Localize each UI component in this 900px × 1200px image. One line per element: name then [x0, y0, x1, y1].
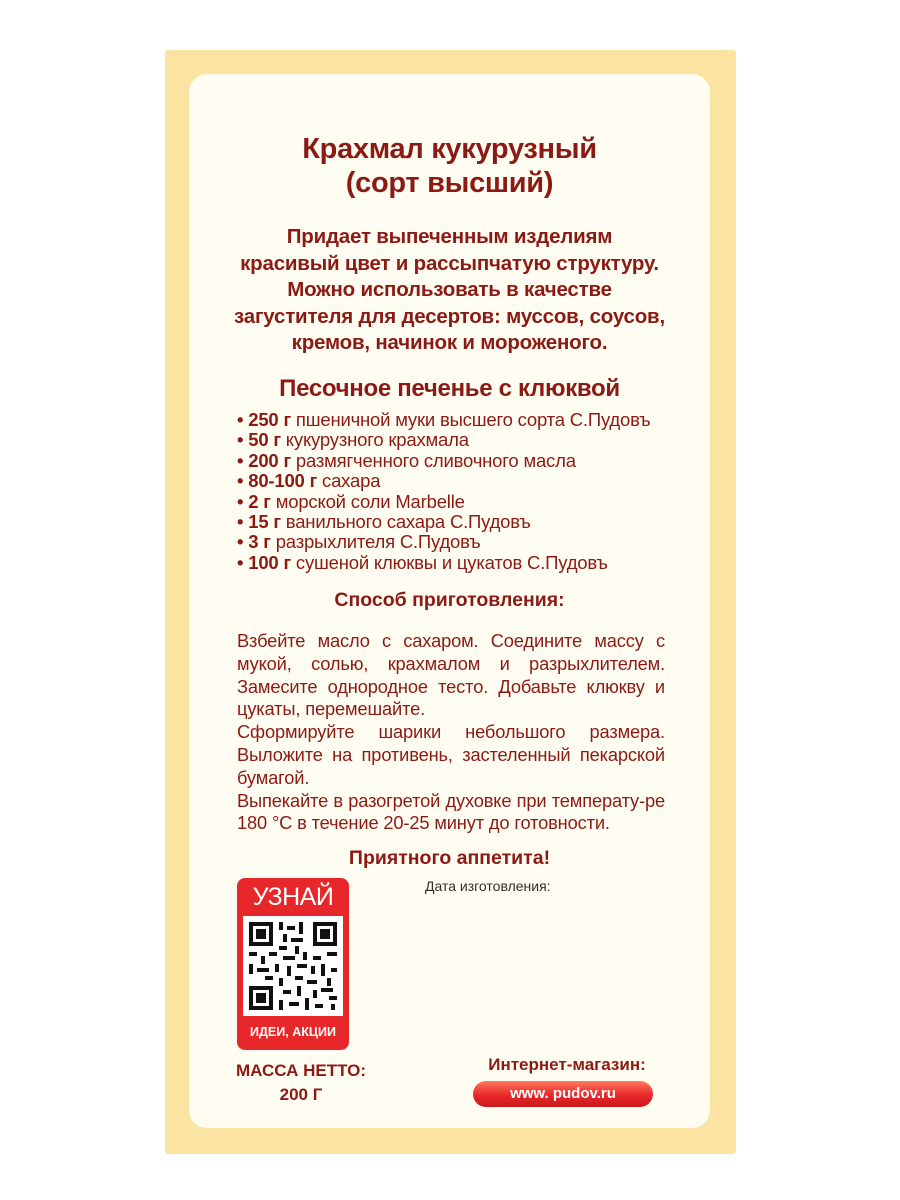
bullet-icon: • [237, 409, 244, 430]
ingredient-text: пшеничной муки высшего сорта С.Пудовъ [290, 409, 651, 430]
shop-url-link[interactable]: www. pudov.ru [473, 1081, 653, 1107]
method-paragraph: Выпекайте в разогретой духовке при температу-ре 180 °С в течение 20-25 минут до готовности. [237, 789, 665, 834]
ingredient-text: морской соли Marbelle [270, 490, 465, 512]
ingredient-qty: 15 г [248, 511, 281, 533]
bullet-icon: • [237, 511, 244, 533]
ingredient-item [237, 430, 707, 450]
ingredient-item [237, 532, 707, 552]
qr-top-text: УЗНАЙ [252, 883, 334, 911]
ingredient-text: кукурузного крахмала [280, 429, 469, 451]
ingredient-item [237, 512, 707, 532]
description-line: красивый цвет и рассыпчатую структуру. [240, 251, 659, 275]
ingredient-item [237, 492, 707, 512]
ingredient-item [237, 471, 707, 491]
product-description [189, 224, 710, 357]
ingredient-item [237, 553, 707, 573]
label-panel [189, 74, 710, 1128]
product-title-line1: Крахмал кукурузный [302, 133, 597, 165]
recipe-title: Песочное печенье с клюквой [279, 375, 620, 402]
qr-code-icon [243, 916, 343, 1016]
qr-bottom-text: ИДЕИ, АКЦИИ [250, 1025, 336, 1039]
production-date-label: Дата изготовления: [425, 878, 551, 894]
bullet-icon: • [237, 429, 244, 451]
ingredient-text: ванильного сахара С.Пудовъ [280, 511, 531, 533]
ingredient-text: сахара [317, 470, 381, 492]
ingredient-item [237, 451, 707, 471]
bullet-icon: • [237, 490, 244, 512]
bullet-icon: • [237, 449, 244, 471]
ingredient-qty: 80-100 г [248, 470, 318, 492]
method-paragraph: Взбейте масло с сахаром. Соедините массу с мукой, солью, крахмалом и разрыхлителем. Замесите однородное тесто. Добавьте клюкву и цукаты, перемешайте. [237, 630, 665, 720]
online-shop-label: Интернет-магазин: [488, 1055, 646, 1074]
net-weight-value: 200 Г [279, 1085, 323, 1104]
description-line: загустителя для десертов: муссов, соусов, [234, 304, 665, 328]
qr-code[interactable] [243, 916, 343, 1016]
product-title-line2: (сорт высший) [345, 167, 554, 199]
package-back [165, 50, 736, 1154]
ingredient-qty: 3 г [248, 531, 271, 553]
ingredient-text: размягченного сливочного масла [290, 449, 576, 471]
closing-text: Приятного аппетита! [348, 847, 551, 869]
net-weight-label: МАССА НЕТТО: [236, 1061, 366, 1080]
description-line: кремов, начинок и мороженого. [291, 331, 608, 354]
ingredient-list [237, 410, 707, 573]
ingredient-text: сушеной клюквы и цукатов С.Пудовъ [290, 551, 608, 573]
method-text [237, 630, 665, 835]
ingredient-qty: 100 г [248, 551, 291, 573]
bullet-icon: • [237, 551, 244, 573]
bullet-icon: • [237, 531, 244, 553]
ingredient-text: разрыхлителя С.Пудовъ [270, 531, 481, 553]
product-title [189, 132, 710, 200]
method-title: Способ приготовления: [334, 589, 565, 611]
ingredient-qty: 2 г [248, 490, 271, 512]
ingredient-item [237, 410, 707, 430]
ingredient-qty: 250 г [248, 409, 291, 430]
ingredient-qty: 50 г [248, 429, 281, 451]
qr-card[interactable] [237, 878, 349, 1050]
description-line: Придает выпеченным изделиям [286, 225, 613, 248]
description-line: Можно использовать в качестве [287, 278, 612, 301]
bullet-icon: • [237, 470, 244, 492]
method-paragraph: Сформируйте шарики небольшого размера. Выложите на противень, застеленный пекарской бумагой. [237, 721, 665, 788]
ingredient-qty: 200 г [248, 449, 291, 471]
